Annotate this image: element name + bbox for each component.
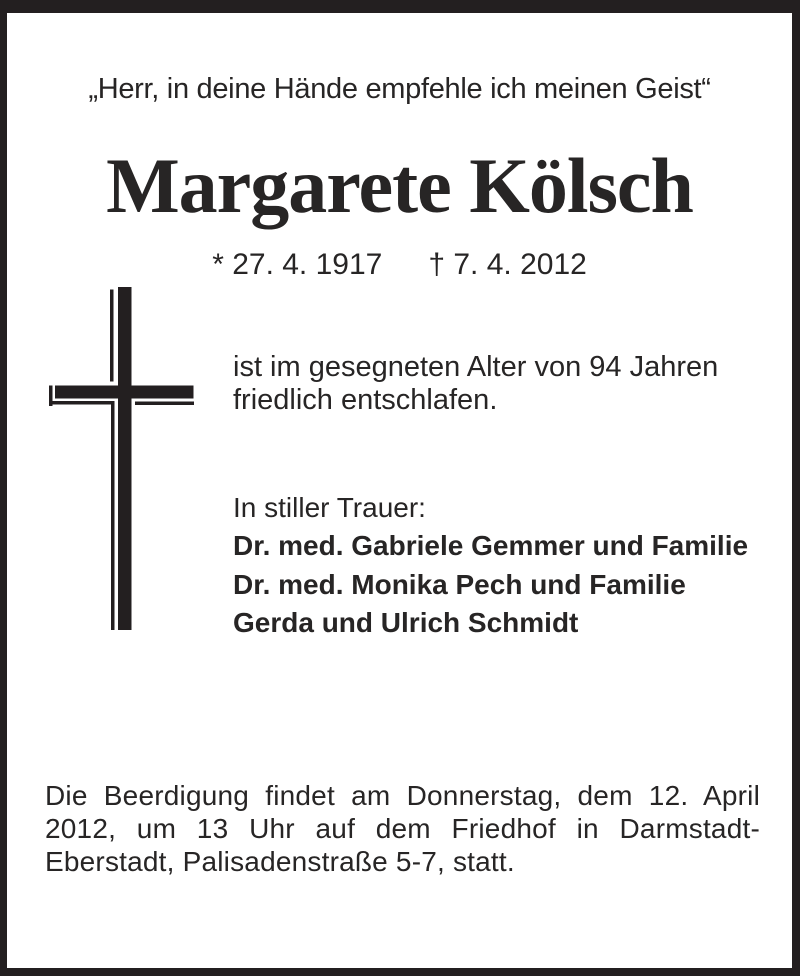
mourning-intro: In stiller Trauer:: [233, 492, 426, 523]
obituary-text: [233, 351, 718, 417]
mourner-line: Dr. med. Gabriele Gemmer und Familie: [233, 530, 749, 562]
funeral-announcement: [45, 779, 760, 878]
mourner-line: Dr. med. Monika Pech und Familie: [233, 568, 686, 600]
epitaph-quote: „Herr, in deine Hände empfehle ich meinen Geist“: [88, 73, 711, 105]
funeral-line: 2012, um 13 Uhr auf dem Friedhof in Darmstadt-: [45, 813, 760, 844]
obituary-line: ist im gesegneten Alter von 94 Jahren: [233, 351, 719, 383]
mourning-section: [233, 489, 748, 642]
death-date: † 7. 4. 2012: [428, 248, 587, 281]
mourner-line: Gerda und Ulrich Schmidt: [233, 606, 579, 638]
deceased-name: Margarete Kölsch: [106, 142, 693, 229]
christian-cross-icon: [46, 285, 196, 635]
birth-date: * 27. 4. 1917: [212, 248, 383, 281]
life-dates: [7, 250, 792, 280]
funeral-line: Eberstadt, Palisadenstraße 5-7, statt.: [45, 846, 515, 877]
obituary-line: friedlich entschlafen.: [233, 384, 498, 416]
funeral-line: Die Beerdigung findet am Donnerstag, dem 12. April: [45, 780, 760, 811]
notice-paper: [7, 13, 792, 968]
